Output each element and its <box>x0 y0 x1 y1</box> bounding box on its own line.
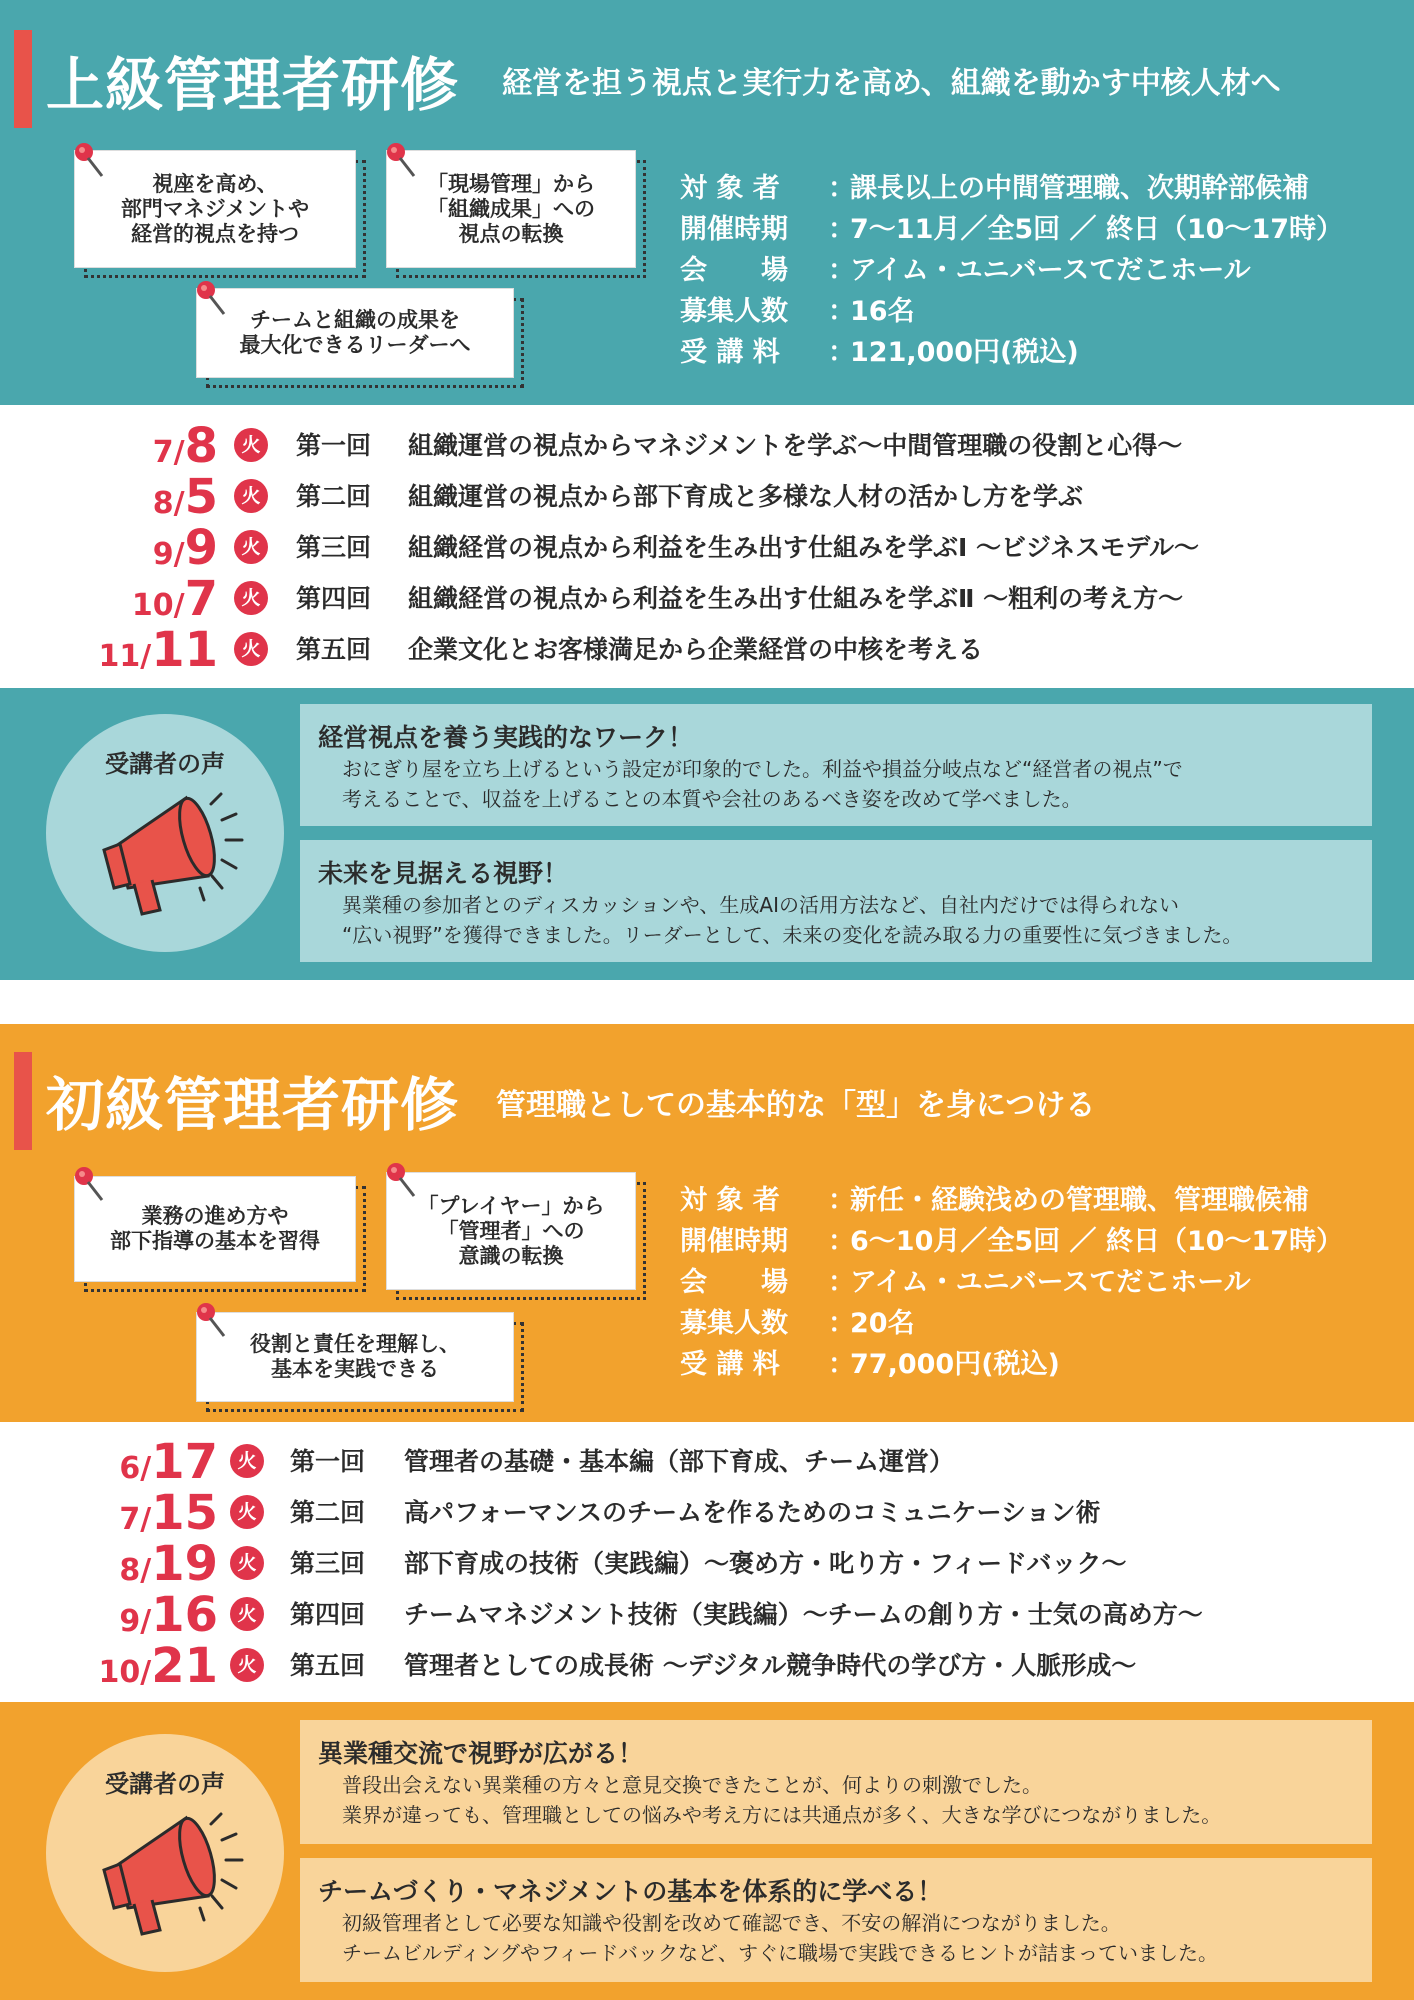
info-period: 開催時期 ： 6〜10月／全5回 ／ 終日（10〜17時） <box>680 1226 1344 1257</box>
session-date: 8/ 19 <box>119 1536 218 1592</box>
session-number: 第二回 <box>296 482 372 511</box>
weekday-badge: 火 <box>230 1495 264 1529</box>
voice-card: チームづくり・マネジメントの基本を体系的に学べる！ 初級管理者として必要な知識や役割を改めて確認でき、不安の解消につながりました。 チームビルディングやフィードバックなど、すぐに職場で実践できるヒントが詰まっていました。 <box>300 1858 1372 1982</box>
page-title: 初級管理者研修 <box>46 1071 460 1139</box>
pushpin-icon <box>72 1164 106 1204</box>
session-number: 第一回 <box>296 431 372 460</box>
session-topic: 管理者としての成長術 〜デジタル競争時代の学び方・人脈形成〜 <box>404 1651 1137 1680</box>
beginner-schedule <box>0 1434 1414 1694</box>
note-card: 「現場管理」から 「組織成果」への 視点の転換 <box>386 150 636 268</box>
session-date: 7/ 8 <box>152 418 218 474</box>
note-card: 視座を高め、 部門マネジメントや 経営的視点を持つ <box>74 150 356 268</box>
weekday-badge: 火 <box>234 530 268 564</box>
title-accent-bar <box>14 1052 32 1150</box>
session-topic: 部下育成の技術（実践編）〜褒め方・叱り方・フィードバック〜 <box>404 1549 1127 1578</box>
session-date: 10/ 21 <box>98 1638 218 1694</box>
pushpin-icon <box>384 1160 418 1200</box>
session-date: 6/ 17 <box>119 1434 218 1490</box>
megaphone-icon <box>76 776 256 926</box>
session-date: 7/ 15 <box>119 1485 218 1541</box>
schedule-row <box>0 1434 1414 1490</box>
weekday-badge: 火 <box>234 479 268 513</box>
weekday-badge: 火 <box>234 581 268 615</box>
weekday-badge: 火 <box>230 1546 264 1580</box>
session-date: 9/ 16 <box>119 1587 218 1643</box>
session-topic: 管理者の基礎・基本編（部下育成、チーム運営） <box>404 1447 955 1476</box>
pushpin-icon <box>72 140 106 180</box>
advanced-schedule <box>0 418 1414 678</box>
schedule-row <box>0 418 1414 474</box>
weekday-badge: 火 <box>230 1597 264 1631</box>
session-topic: 高パフォーマンスのチームを作るためのコミュニケーション術 <box>404 1498 1101 1527</box>
info-capacity: 募集人数 ： 16名 <box>680 296 915 327</box>
session-number: 第一回 <box>290 1447 366 1476</box>
pushpin-icon <box>384 140 418 180</box>
course-info <box>680 168 1343 373</box>
session-date: 8/ 5 <box>152 469 218 525</box>
pushpin-icon <box>194 278 228 318</box>
schedule-row <box>0 571 1414 627</box>
weekday-badge: 火 <box>230 1444 264 1478</box>
pushpin-icon <box>194 1300 228 1340</box>
voice-badge <box>46 714 284 952</box>
weekday-badge: 火 <box>234 632 268 666</box>
note-card: チームと組織の成果を 最大化できるリーダーへ <box>196 288 514 378</box>
info-capacity: 募集人数 ： 20名 <box>680 1308 915 1339</box>
schedule-row <box>0 1638 1414 1694</box>
megaphone-icon <box>76 1796 256 1946</box>
weekday-badge: 火 <box>230 1648 264 1682</box>
session-number: 第三回 <box>290 1549 366 1578</box>
info-period: 開催時期 ： 7〜11月／全5回 ／ 終日（10〜17時） <box>680 214 1344 245</box>
voice-badge <box>46 1734 284 1972</box>
info-target: 対 象 者 ： 課長以上の中間管理職、次期幹部候補 <box>680 173 1309 204</box>
beginner-header-section <box>0 1024 1414 1422</box>
info-fee: 受 講 料 ： 121,000円(税込) <box>680 337 1079 368</box>
weekday-badge: 火 <box>234 428 268 462</box>
note-card: 業務の進め方や 部下指導の基本を習得 <box>74 1176 356 1282</box>
session-topic: 組織経営の視点から利益を生み出す仕組みを学ぶⅡ 〜粗利の考え方〜 <box>408 584 1184 613</box>
advanced-voices-section <box>0 688 1414 980</box>
info-venue: 会 場 ： アイム・ユニバースてだこホール <box>680 255 1251 286</box>
session-date: 10/ 7 <box>131 571 218 627</box>
page-title: 上級管理者研修 <box>46 51 460 119</box>
info-target: 対 象 者 ： 新任・経験浅めの管理職、管理職候補 <box>680 1185 1309 1216</box>
beginner-voices-section <box>0 1702 1414 2000</box>
schedule-row <box>0 622 1414 678</box>
voice-label: 受講者の声 <box>105 1770 225 1798</box>
voice-card: 経営視点を養う実践的なワーク！ おにぎり屋を立ち上げるという設定が印象的でした。利益や損益分岐点など“経営者の視点”で 考えることで、収益を上げることの本質や会社のあるべき姿を改めて学べました。 <box>300 704 1372 826</box>
info-venue: 会 場 ： アイム・ユニバースてだこホール <box>680 1267 1251 1298</box>
session-topic: 組織運営の視点からマネジメントを学ぶ〜中間管理職の役割と心得〜 <box>408 431 1183 460</box>
session-topic: 企業文化とお客様満足から企業経営の中核を考える <box>408 635 984 664</box>
schedule-row <box>0 1587 1414 1643</box>
subtitle: 管理職としての基本的な「型」を身につける <box>496 1088 1096 1123</box>
session-date: 9/ 9 <box>152 520 218 576</box>
session-topic: 組織運営の視点から部下育成と多様な人材の活かし方を学ぶ <box>408 482 1084 511</box>
info-fee: 受 講 料 ： 77,000円(税込) <box>680 1349 1060 1380</box>
subtitle: 経営を担う視点と実行力を高め、組織を動かす中核人材へ <box>502 66 1281 101</box>
voice-card: 未来を見据える視野！ 異業種の参加者とのディスカッションや、生成AIの活用方法など、自社内だけでは得られない “広い視野”を獲得できました。リーダーとして、未来の変化を読み取る力の重要性に気づきました。 <box>300 840 1372 962</box>
session-number: 第二回 <box>290 1498 366 1527</box>
note-card: 役割と責任を理解し、 基本を実践できる <box>196 1312 514 1402</box>
schedule-row <box>0 1485 1414 1541</box>
session-number: 第三回 <box>296 533 372 562</box>
session-number: 第五回 <box>290 1651 366 1680</box>
course-info <box>680 1180 1343 1385</box>
title-accent-bar <box>14 30 32 128</box>
session-date: 11/ 11 <box>98 622 218 678</box>
schedule-row <box>0 469 1414 525</box>
session-topic: 組織経営の視点から利益を生み出す仕組みを学ぶⅠ 〜ビジネスモデル〜 <box>408 533 1200 562</box>
advanced-header-section <box>0 0 1414 405</box>
session-number: 第四回 <box>296 584 372 613</box>
voice-card: 異業種交流で視野が広がる！ 普段出会えない異業種の方々と意見交換できたことが、何よりの刺激でした。 業界が違っても、管理職としての悩みや考え方には共通点が多く、大きな学びにつながりました。 <box>300 1720 1372 1844</box>
note-card: 「プレイヤー」から 「管理者」への 意識の転換 <box>386 1172 636 1290</box>
session-number: 第四回 <box>290 1600 366 1629</box>
session-number: 第五回 <box>296 635 372 664</box>
schedule-row <box>0 1536 1414 1592</box>
session-topic: チームマネジメント技術（実践編）〜チームの創り方・士気の高め方〜 <box>404 1600 1203 1629</box>
voice-label: 受講者の声 <box>105 750 225 778</box>
schedule-row <box>0 520 1414 576</box>
